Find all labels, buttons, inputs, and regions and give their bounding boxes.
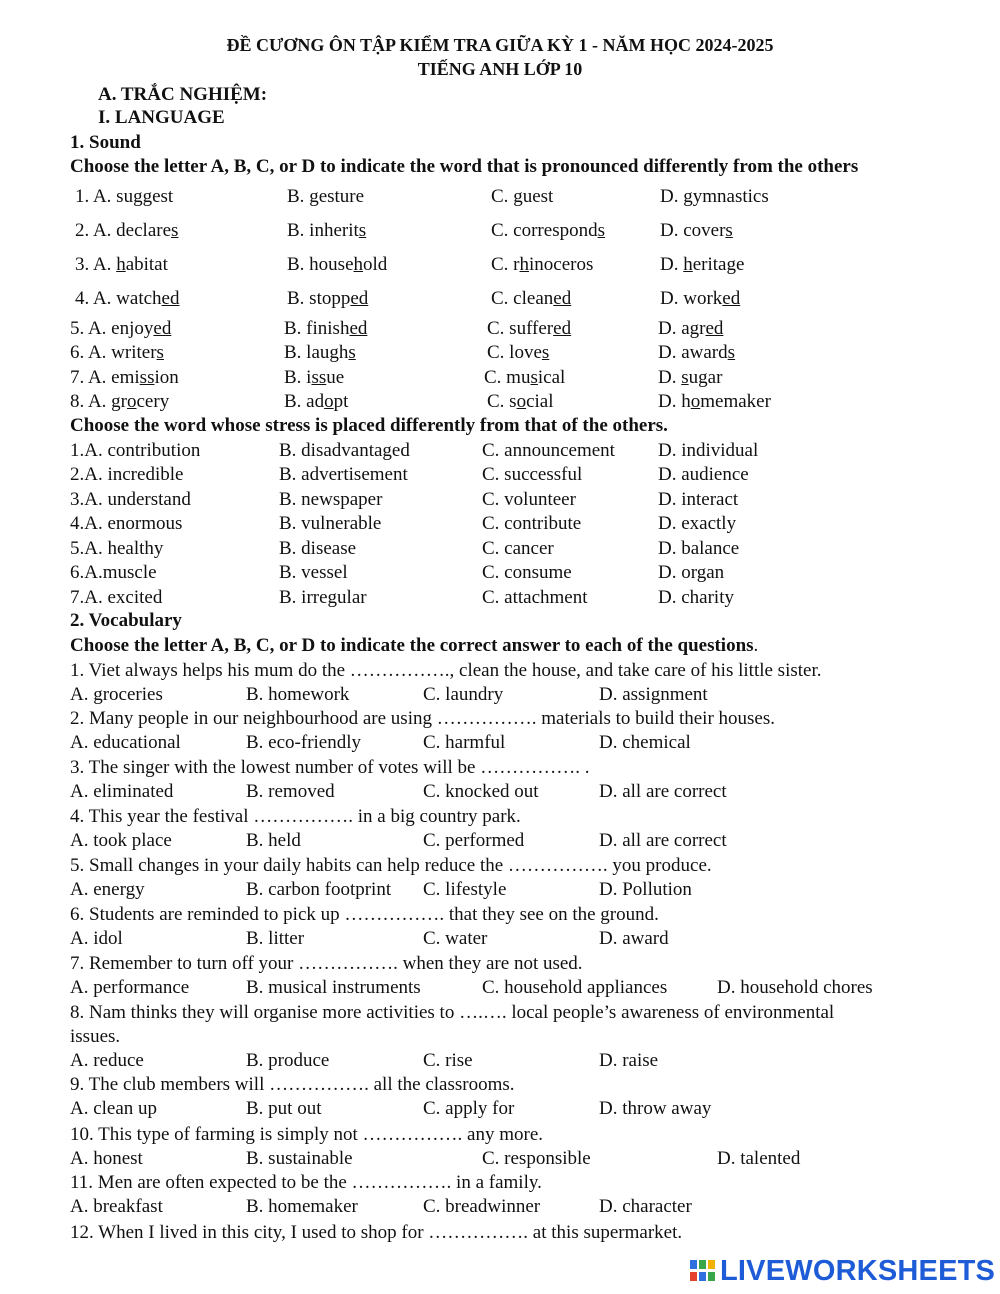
sound-instruction: Choose the letter A, B, C, or D to indicate the word that is pronounced differently from the others bbox=[70, 156, 859, 177]
vocab-option-d: D. talented bbox=[717, 1148, 801, 1169]
doc-title: ĐỀ CƯƠNG ÔN TẬP KIỂM TRA GIỮA KỲ 1 - NĂM HỌC 2024-2025 bbox=[226, 35, 774, 55]
sound-option-d bbox=[658, 367, 722, 389]
vocab-option-d: D. award bbox=[599, 928, 669, 949]
option-text: est bbox=[152, 186, 174, 207]
option-text: C. s bbox=[487, 391, 517, 412]
stress-instruction: Choose the word whose stress is placed differently from that of the others. bbox=[70, 415, 668, 436]
vocab-options-row bbox=[0, 1148, 1000, 1170]
stress-question-row bbox=[0, 440, 1000, 462]
vocab-option-c: C. harmful bbox=[423, 732, 506, 753]
option-text: cial bbox=[526, 391, 554, 412]
vocab-question: 10. This type of farming is simply not ……………. any more. bbox=[70, 1124, 544, 1145]
option-text: 5. A. enjoy bbox=[70, 318, 154, 339]
underlined-sound: s bbox=[348, 342, 356, 363]
vocab-question: 9. The club members will ……………. all the classrooms. bbox=[70, 1074, 515, 1095]
underlined-sound: ed bbox=[350, 288, 369, 309]
vocab-option-b: B. held bbox=[246, 830, 301, 851]
option-text: D. work bbox=[660, 288, 723, 309]
option-text: B. house bbox=[287, 254, 354, 275]
vocab-question-continued: issues. bbox=[70, 1026, 121, 1047]
stress-option-a: 4.A. enormous bbox=[70, 513, 183, 534]
option-text: D. bbox=[660, 186, 684, 207]
vocab-instruction-text: Choose the letter A, B, C, or D to indicate the correct answer to each of the questions bbox=[70, 635, 754, 656]
sound-question-row bbox=[0, 342, 1000, 364]
sound-option-c bbox=[491, 220, 605, 242]
vocab-question: 12. When I lived in this city, I used to shop for ……………. at this supermarket. bbox=[70, 1222, 683, 1243]
sound-question-row bbox=[0, 391, 1000, 413]
vocab-question: 2. Many people in our neighbourhood are using ……………. materials to build their houses. bbox=[70, 708, 775, 729]
vocab-option-a: A. educational bbox=[70, 732, 181, 753]
option-text: ymnastics bbox=[692, 186, 769, 207]
vocab-option-c: C. rise bbox=[423, 1050, 473, 1071]
option-text: 7. A. emi bbox=[70, 367, 140, 388]
stress-question-row bbox=[0, 489, 1000, 511]
stress-option-c: C. volunteer bbox=[482, 489, 576, 510]
underlined-sound: s bbox=[171, 220, 179, 241]
underlined-sound: ed bbox=[349, 318, 368, 339]
stress-option-a: 2.A. incredible bbox=[70, 464, 184, 485]
vocab-option-a: A. groceries bbox=[70, 684, 163, 705]
stress-question-row bbox=[0, 513, 1000, 535]
option-text: memaker bbox=[700, 391, 771, 412]
option-text: ugar bbox=[688, 367, 723, 388]
stress-option-b: B. disadvantaged bbox=[279, 440, 410, 461]
vocab-option-b: B. musical instruments bbox=[246, 977, 421, 998]
sound-option-c bbox=[487, 318, 571, 340]
underlined-sound: o bbox=[127, 391, 137, 412]
option-text: inoceros bbox=[529, 254, 594, 275]
underlined-sound: h bbox=[683, 254, 693, 275]
vocab-option-b: B. produce bbox=[246, 1050, 330, 1071]
sound-heading: 1. Sound bbox=[70, 132, 141, 153]
stress-option-b: B. vulnerable bbox=[279, 513, 382, 534]
option-text: 6. A. writer bbox=[70, 342, 157, 363]
option-text: eritage bbox=[692, 254, 745, 275]
option-text: C. clean bbox=[491, 288, 554, 309]
option-text: 4. A. watch bbox=[75, 288, 162, 309]
sound-option-d bbox=[660, 288, 740, 310]
vocab-option-b: B. carbon footprint bbox=[246, 879, 392, 900]
option-text: 2. A. declare bbox=[75, 220, 172, 241]
underlined-sound: s bbox=[530, 367, 538, 388]
vocab-options-row bbox=[0, 732, 1000, 754]
underlined-sound: gg bbox=[133, 186, 153, 207]
vocab-options-row bbox=[0, 1098, 1000, 1120]
option-text: D. h bbox=[658, 391, 691, 412]
vocab-option-c: C. responsible bbox=[482, 1148, 591, 1169]
sound-option-b bbox=[284, 367, 344, 389]
section-i-heading: I. LANGUAGE bbox=[98, 107, 225, 128]
vocab-question: 7. Remember to turn off your ……………. when they are not used. bbox=[70, 953, 583, 974]
stress-option-c: C. cancer bbox=[482, 538, 554, 559]
option-text: D. agr bbox=[658, 318, 706, 339]
stress-option-d: D. individual bbox=[658, 440, 759, 461]
underlined-sound: o bbox=[324, 391, 334, 412]
underlined-sound: s bbox=[681, 367, 689, 388]
vocab-option-c: C. performed bbox=[423, 830, 525, 851]
sound-option-b bbox=[287, 186, 364, 208]
vocab-option-b: B. removed bbox=[246, 781, 335, 802]
underlined-sound: s bbox=[725, 220, 733, 241]
stress-option-b: B. disease bbox=[279, 538, 357, 559]
option-text: B. i bbox=[284, 367, 312, 388]
stress-option-d: D. organ bbox=[658, 562, 725, 583]
stress-option-c: C. contribute bbox=[482, 513, 582, 534]
stress-question-row bbox=[0, 562, 1000, 584]
underlined-sound: s bbox=[727, 342, 736, 363]
option-text: uest bbox=[522, 186, 554, 207]
option-text: 1. A. su bbox=[75, 186, 134, 207]
option-text: ical bbox=[537, 367, 566, 388]
option-text: C. correspond bbox=[491, 220, 598, 241]
vocab-heading: 2. Vocabulary bbox=[70, 610, 182, 631]
option-text: 3. A. bbox=[75, 254, 117, 275]
underlined-sound: s bbox=[541, 342, 550, 363]
option-text: cery bbox=[136, 391, 170, 412]
option-text: abitat bbox=[125, 254, 168, 275]
underlined-sound: ed bbox=[153, 318, 172, 339]
sound-question-row bbox=[0, 288, 1000, 310]
option-text: C. mu bbox=[484, 367, 531, 388]
vocab-option-c: C. water bbox=[423, 928, 488, 949]
vocab-option-a: A. performance bbox=[70, 977, 190, 998]
underlined-sound: g bbox=[683, 186, 693, 207]
underlined-sound: ss bbox=[139, 367, 155, 388]
vocab-options-row bbox=[0, 1196, 1000, 1218]
sound-option-d bbox=[660, 220, 733, 242]
stress-option-b: B. irregular bbox=[279, 587, 367, 608]
sound-option-c bbox=[487, 391, 554, 413]
option-text: D. award bbox=[658, 342, 728, 363]
sound-option-c bbox=[484, 367, 565, 389]
stress-option-d: D. balance bbox=[658, 538, 740, 559]
vocab-option-a: A. breakfast bbox=[70, 1196, 163, 1217]
stress-option-a: 1.A. contribution bbox=[70, 440, 201, 461]
vocab-question: 3. The singer with the lowest number of votes will be ……………. . bbox=[70, 757, 590, 778]
sound-option-b bbox=[287, 254, 387, 276]
option-text: B. bbox=[287, 186, 310, 207]
vocab-question: 8. Nam thinks they will organise more activities to ….…. local people’s awareness of environmental bbox=[70, 1002, 835, 1023]
doc-subtitle: TIẾNG ANH LỚP 10 bbox=[417, 59, 583, 79]
sound-option-a bbox=[70, 391, 169, 413]
vocab-option-d: D. raise bbox=[599, 1050, 659, 1071]
underlined-sound: h bbox=[353, 254, 363, 275]
liveworksheets-logo-text: LIVEWORKSHEETS bbox=[720, 1254, 996, 1287]
vocab-option-c: C. breadwinner bbox=[423, 1196, 541, 1217]
vocab-question: 1. Viet always helps his mum do the ……………., clean the house, and take care of his little sister. bbox=[70, 660, 822, 681]
stress-option-a: 5.A. healthy bbox=[70, 538, 164, 559]
option-text: B. ad bbox=[284, 391, 325, 412]
vocab-option-a: A. idol bbox=[70, 928, 123, 949]
option-text: D. bbox=[660, 254, 684, 275]
underlined-sound: h bbox=[116, 254, 126, 275]
stress-option-c: C. successful bbox=[482, 464, 583, 485]
sound-question-row bbox=[0, 186, 1000, 208]
stress-option-d: D. interact bbox=[658, 489, 739, 510]
sound-option-b bbox=[287, 220, 366, 242]
stress-question-row bbox=[0, 464, 1000, 486]
sound-option-a bbox=[70, 342, 164, 364]
option-text: B. inherit bbox=[287, 220, 359, 241]
option-text: C. r bbox=[491, 254, 520, 275]
vocab-option-c: C. household appliances bbox=[482, 977, 668, 998]
vocab-option-a: A. eliminated bbox=[70, 781, 174, 802]
vocab-option-b: B. eco-friendly bbox=[246, 732, 362, 753]
vocab-option-a: A. took place bbox=[70, 830, 172, 851]
underlined-sound: s bbox=[156, 342, 164, 363]
vocab-option-c: C. lifestyle bbox=[423, 879, 507, 900]
vocab-option-d: D. all are correct bbox=[599, 781, 727, 802]
option-text: ue bbox=[326, 367, 345, 388]
sound-option-b bbox=[284, 391, 348, 413]
sound-option-c bbox=[491, 254, 593, 276]
stress-option-d: D. audience bbox=[658, 464, 749, 485]
stress-question-row bbox=[0, 538, 1000, 560]
stress-option-a: 3.A. understand bbox=[70, 489, 191, 510]
stress-option-a: 7.A. excited bbox=[70, 587, 163, 608]
vocab-option-a: A. reduce bbox=[70, 1050, 144, 1071]
vocab-instruction bbox=[70, 635, 758, 657]
vocab-options-row bbox=[0, 977, 1000, 999]
sound-option-d bbox=[658, 342, 735, 364]
sound-option-d bbox=[660, 186, 769, 208]
sound-option-d bbox=[658, 318, 723, 340]
sound-option-c bbox=[487, 342, 549, 364]
stress-option-a: 6.A.muscle bbox=[70, 562, 157, 583]
underlined-sound: h bbox=[519, 254, 529, 275]
option-text: B. stopp bbox=[287, 288, 351, 309]
vocab-option-a: A. energy bbox=[70, 879, 145, 900]
option-text: C. love bbox=[487, 342, 542, 363]
sound-option-a bbox=[75, 254, 168, 276]
vocab-options-row bbox=[0, 781, 1000, 803]
underlined-sound: g bbox=[513, 186, 523, 207]
underlined-sound: s bbox=[597, 220, 605, 241]
sound-question-row bbox=[0, 220, 1000, 242]
vocab-option-a: A. honest bbox=[70, 1148, 143, 1169]
option-text: ion bbox=[154, 367, 179, 388]
sound-option-d bbox=[658, 391, 771, 413]
vocab-option-c: C. apply for bbox=[423, 1098, 515, 1119]
vocab-option-d: D. character bbox=[599, 1196, 692, 1217]
vocab-option-b: B. litter bbox=[246, 928, 305, 949]
stress-option-b: B. vessel bbox=[279, 562, 348, 583]
vocab-question: 5. Small changes in your daily habits can help reduce the ……………. you produce. bbox=[70, 855, 712, 876]
option-text: old bbox=[363, 254, 388, 275]
stress-question-row bbox=[0, 587, 1000, 609]
underlined-sound: o bbox=[690, 391, 701, 412]
sound-option-a bbox=[75, 288, 179, 310]
stress-option-c: C. announcement bbox=[482, 440, 615, 461]
sound-option-c bbox=[491, 288, 571, 310]
vocab-option-b: B. homework bbox=[246, 684, 350, 705]
underlined-sound: ed bbox=[553, 288, 572, 309]
vocab-option-d: D. household chores bbox=[717, 977, 873, 998]
vocab-question: 4. This year the festival ……………. in a big country park. bbox=[70, 806, 521, 827]
sound-question-row bbox=[0, 318, 1000, 340]
vocab-question: 11. Men are often expected to be the ……………. in a family. bbox=[70, 1172, 542, 1193]
stress-option-c: C. consume bbox=[482, 562, 572, 583]
sound-question-row bbox=[0, 254, 1000, 276]
option-text: C. suffer bbox=[487, 318, 554, 339]
sound-option-c bbox=[491, 186, 553, 208]
option-text: pt bbox=[333, 391, 349, 412]
stress-option-d: D. charity bbox=[658, 587, 734, 608]
underlined-sound: s bbox=[358, 220, 367, 241]
option-text: D. cover bbox=[660, 220, 726, 241]
option-text: D. bbox=[658, 367, 682, 388]
stress-option-b: B. advertisement bbox=[279, 464, 408, 485]
vocab-option-d: D. chemical bbox=[599, 732, 691, 753]
underlined-sound: o bbox=[516, 391, 527, 412]
vocab-option-d: D. assignment bbox=[599, 684, 708, 705]
underlined-sound: ss bbox=[311, 367, 327, 388]
vocab-options-row bbox=[0, 830, 1000, 852]
sound-question-row bbox=[0, 367, 1000, 389]
vocab-option-d: D. all are correct bbox=[599, 830, 727, 851]
option-text: 8. A. gr bbox=[70, 391, 127, 412]
underlined-sound: ed bbox=[553, 318, 572, 339]
stress-option-c: C. attachment bbox=[482, 587, 588, 608]
underlined-sound: g bbox=[309, 186, 319, 207]
liveworksheets-logo bbox=[690, 1254, 995, 1288]
section-a-heading: A. TRẮC NGHIỆM: bbox=[98, 84, 268, 105]
underlined-sound: ed bbox=[722, 288, 741, 309]
vocab-options-row bbox=[0, 879, 1000, 901]
vocab-instruction-end: . bbox=[753, 635, 759, 656]
sound-option-a bbox=[75, 220, 178, 242]
option-text: C. bbox=[491, 186, 514, 207]
vocab-option-b: B. sustainable bbox=[246, 1148, 353, 1169]
vocab-option-b: B. homemaker bbox=[246, 1196, 358, 1217]
sound-option-a bbox=[75, 186, 173, 208]
option-text: B. finish bbox=[284, 318, 350, 339]
sound-option-b bbox=[284, 318, 367, 340]
sound-option-a bbox=[70, 318, 171, 340]
underlined-sound: ed bbox=[161, 288, 180, 309]
vocab-options-row bbox=[0, 928, 1000, 950]
stress-option-b: B. newspaper bbox=[279, 489, 383, 510]
vocab-options-row bbox=[0, 1050, 1000, 1072]
underlined-sound: ed bbox=[705, 318, 724, 339]
option-text: B. laugh bbox=[284, 342, 349, 363]
vocab-option-c: C. knocked out bbox=[423, 781, 539, 802]
stress-option-d: D. exactly bbox=[658, 513, 737, 534]
vocab-option-c: C. laundry bbox=[423, 684, 504, 705]
sound-option-d bbox=[660, 254, 744, 276]
sound-option-b bbox=[287, 288, 368, 310]
vocab-option-b: B. put out bbox=[246, 1098, 322, 1119]
liveworksheets-logo-icon bbox=[690, 1259, 716, 1283]
sound-option-b bbox=[284, 342, 356, 364]
vocab-option-a: A. clean up bbox=[70, 1098, 158, 1119]
vocab-question: 6. Students are reminded to pick up ……………. that they see on the ground. bbox=[70, 904, 659, 925]
vocab-option-d: D. throw away bbox=[599, 1098, 712, 1119]
sound-option-a bbox=[70, 367, 179, 389]
vocab-options-row bbox=[0, 684, 1000, 706]
vocab-option-d: D. Pollution bbox=[599, 879, 692, 900]
option-text: esture bbox=[318, 186, 365, 207]
